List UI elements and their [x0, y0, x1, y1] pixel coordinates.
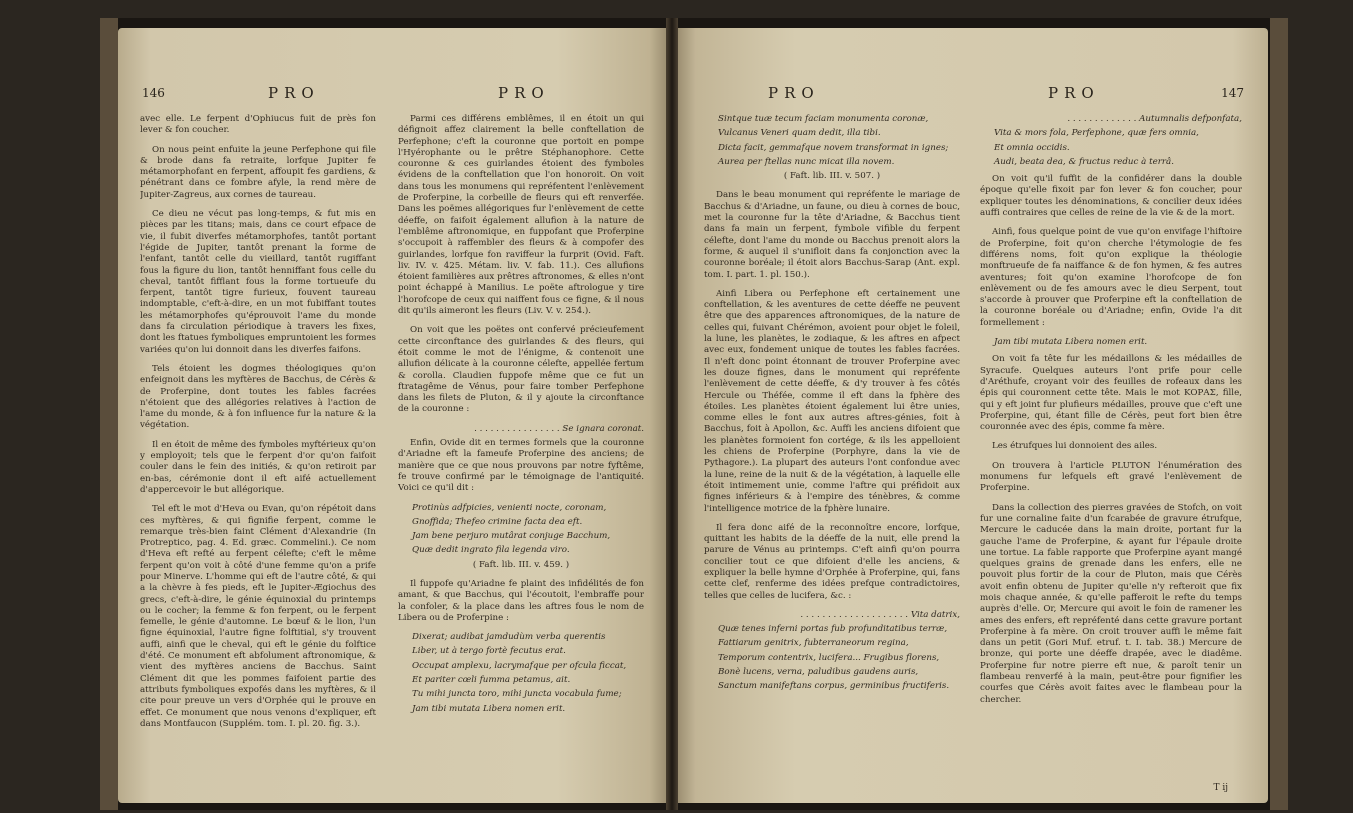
verse-line: Temporum contentrix, lucifera... Frugibus florens, — [718, 652, 940, 663]
running-head-left-col2: PRO — [498, 84, 550, 102]
paragraph: Ainfi, fous quelque point de vue qu'on envifage l'hiftoire de Proferpine, foit qu'on cherche l'étymologie de fes différens noms, foit qu'on explique la théologie monftrueufe de fa naiffance & de fon hymen, & fes autres aventures; foit qu'on examine l'horofcope de fon enlèvement ou de fes amours avec le dieu Serpent, tout s'accorde à prouver que Proferpine eft la conftellation de la couronne boréale ou d'Ariadne; enfin, Ovide l'a dit formellement : — [980, 227, 1242, 328]
verse-line: . . . . . . . . . . . . . . . . Se ignara coronat. — [474, 423, 644, 434]
verse-line: Vulcanus Veneri quam dedit, illa tibi. — [718, 128, 881, 139]
left-page — [118, 28, 666, 803]
right-column-2 — [980, 114, 1242, 794]
paragraph: On voit qu'il fuffit de la confidérer dans la double époque qu'elle fixoit par fon lever & fon coucher, pour expliquer toutes les dénominations, & concilier deux idées auffi contraires que celles de reine de la vie & de la mort. — [980, 174, 1242, 219]
running-head-right-col1: PRO — [768, 84, 820, 102]
paragraph: Dans le beau monument qui repréfente le mariage de Bacchus & d'Ariadne, un faune, ou dieu à cornes de bouc, met la couronne fur la tête d'Ariadne, & Bacchus tient dans fa main un ferpent, fymbole vifible du ferpent célefte, dont l'ame du monde ou Bacchus prenoit alors la forme, & auquel il s'unifloit dans fa conjonction avec la couronne boréale; il étoit alors Bacchus-Sarap (Ant. expl. tom. I. part. 1. pl. 150.). — [704, 190, 960, 280]
paragraph: Tels étoient les dogmes théologiques qu'on enfeignoit dans les myftères de Bacchus, de Cérès & de Proferpine, dont toutes les fables facrées n'étoient que des allégories relatives à l'action de l'ame du monde, & à fon influence fur la nature & la végétation. — [140, 363, 376, 431]
verse-line: Et omnia occidis. — [994, 142, 1070, 153]
verse-line: Sanctum manifeftans corpus, germinibus fructiferis. — [718, 681, 950, 692]
running-head-right-col2: PRO — [1048, 84, 1100, 102]
verse-line: Dicta facit, gemmafque novem transformat in ignes; — [718, 142, 949, 153]
citation: ( Faft. lib. III. v. 459. ) — [472, 559, 570, 570]
left-column-2 — [398, 114, 644, 794]
verse-line: Et pariter cœli fumma petamus, ait. — [412, 675, 571, 686]
paragraph: Parmi ces différens emblêmes, il en étoit un qui défignoit affez clairement la belle conftellation de Perfephone; c'eft la couronne que portoit en pompe l'Hyérophante ou le prêtre Stéphanophore. Cette couronne & ces guirlandes étoient des fymboles évidens de la conftellation que l'on honoroit. On voit dans tous les monumens qui repréfentent l'enlèvement de Proferpine, la corbeille de fleurs qui eft renverfée. Dans les poëmes allégoriques fur l'enlèvement de cette déeffe, on faifoit également allufion à la nature de l'emblême aftronomique, en fuppofant que Proferpine s'occupoit à raffembler des fleurs & à compofer des guirlandes, lorfque fon raviffeur la furprit (Ovid. Faft. liv. IV. v. 425. Métam. liv. V. fab. 11.). Ces allufions étoient familières aux prêtres aftronomes, & elles n'ont point échappé à Manilius. Le poëte aftrologue y tire l'horofcope de ceux qui naiffent fous ce figne, & il nous dit qu'ils aimeront les fleurs (Liv. V. v. 254.). — [398, 114, 644, 317]
paragraph: On voit fa tête fur les médaillons & les médailles de Syracufe. Quelques auteurs l'ont prife pour celle d'Aréthufe, croyant voir des feuilles de rofeaux dans les épis qui couronnent cette tête. Mais le mot ΚΟΡΑΣ, fille, qui y eft joint fur plufieurs médailles, prouve que c'eft une Proferpine, qui, étant fille de Cérès, peut fort bien être couronnée avec des épis, comme fa mère. — [980, 354, 1242, 433]
verse-line: Quæ tenes inferni portas fub profunditatibus terræ, — [718, 624, 948, 635]
paragraph: Enfin, Ovide dit en termes formels que la couronne d'Ariadne eft la fameufe Proferpine des anciens; de manière que ce que nous prouvons par notre fyftême, fe trouve confirmé par le témoignage de l'antiquité. Voici ce qu'il dit : — [398, 438, 644, 494]
paragraph: avec elle. Le ferpent d'Ophiucus fuit de près fon lever & fon coucher. — [140, 114, 376, 136]
book-edge-right — [1270, 18, 1288, 810]
verse-line: Fattiarum genitrix, fubterraneorum regina, — [718, 638, 909, 649]
paragraph: Ainfi Libera ou Perfephone eft certainement une conftellation, & les aventures de cette déeffe ne peuvent être que des apparences aftronomiques, de la nature de celles qui, fuivant Chérémon, avoient pour objet le foleil, la lune, les planètes, le zodiaque, & les aftres en afpect avec eux, fondement unique de toutes les fables facrées. Il n'eft donc point étonnant de trouver Proferpine avec les douze fignes, dans le monument qui repréfente l'enlèvement de cette déeffe, & d'y trouver à fes côtés Hercule ou Théfée, comme il eft dans la fphère des étoiles. Les planètes étoient également lui être unies, comme elles le font aux autres aftres-génies, foit à Bacchus, foit à Apollon, &c. Auffi les anciens difoient que les planètes formoient fon cortége, & ils les appelloient les chiens de Proferpine (Porphyre, dans la vie de Pythagore.). La plupart des auteurs l'ont confondue avec la lune, reine de la nuit & de la végétation, à laquelle elle étoit intimement unie, comme l'aftre qui préfidoit aux fignes inférieurs & à l'empire des ténèbres, & comme l'intelligence motrice de la fphère lunaire. — [704, 288, 960, 514]
verse-line: Occupat amplexu, lacrymafque per ofcula ficcat, — [412, 660, 627, 671]
page-number-right: 147 — [1221, 86, 1244, 100]
book-edge-left — [100, 18, 118, 810]
verse-line: . . . . . . . . . . . . . . . . . . . . Vita datrix, — [800, 609, 960, 620]
right-page — [678, 28, 1268, 803]
paragraph: Il fera donc aifé de la reconnoître encore, lorfque, quittant les habits de la déeffe de la nuit, elle prend la parure de Vénus au printemps. C'eft ainfi qu'on pourra concilier tout ce que difoient d'elle les anciens, & expliquer la belle hymne d'Orphée à Proferpine, qui, fans cette clef, renferme des idées prefque contradictoires, telles que celles de lucifera, &c. : — [704, 522, 960, 601]
verse-line: Aurea per ftellas nunc micat illa novem. — [718, 156, 895, 167]
paragraph: On voit que les poëtes ont confervé précieufement cette circonftance des guirlandes & des fleurs, qui étoit comme le mot de l'énigme, & contenoit une allufion délicate à la couronne célefte, appellée fertum & corolla. Claudien fuppofe même que ce fut un ftratagême de Vénus, pour faire tomber Perfephone dans les filets de Pluton, & il y ajoute la circonftance de la couronne : — [398, 325, 644, 415]
paragraph: Il en étoit de même des fymboles myftérieux qu'on y employoit; tels que le ferpent d'or qu'on faifoit couler dans le fein des initiés, & qu'on retiroit par en-bas, cérémonie dont il eft aifé actuellement d'appercevoir le but allégorique. — [140, 439, 376, 495]
verse-line: Tu mihi juncta toro, mihi juncta vocabula fume; — [412, 689, 622, 700]
verse-line: Protinùs adfpicies, venienti nocte, coronam, — [412, 502, 607, 513]
book-gutter — [666, 18, 678, 810]
verse-line: Jam bene perjuro mutârat conjuge Bacchum, — [412, 531, 611, 542]
verse-line: Sintque tuæ tecum faciam monumenta coronæ, — [718, 114, 929, 124]
verse-line: Vita & mors fola, Perfephone, quæ fers omnia, — [994, 128, 1199, 139]
verse-line: Jam tibi mutata Libera nomen erit. — [994, 337, 1148, 348]
page-number-left: 146 — [142, 86, 165, 100]
running-head-left-col1: PRO — [268, 84, 320, 102]
book-spread — [118, 18, 1270, 810]
verse-line: Dixerat; audibat jamdudùm verba querentis — [412, 632, 606, 643]
verse-line: Jam tibi mutata Libera nomen erit. — [412, 703, 566, 714]
citation: ( Faft. lib. III. v. 507. ) — [783, 171, 881, 182]
right-column-1 — [704, 114, 960, 794]
verse-line: Quæ dedit ingrato fila legenda viro. — [412, 545, 570, 556]
paragraph: On trouvera à l'article PLUTON l'énumération des monumens fur lefquels eft gravé l'enlèvement de Proferpine. — [980, 460, 1242, 494]
verse-line: . . . . . . . . . . . . . Autumnalis defponfata, — [1067, 114, 1242, 124]
paragraph: On nous peint enfuite la jeune Perfephone qui file & brode dans fa retraite, lorfque Jupiter fe métamorphofant en ferpent, affoupit fes gardiens, & pénétrant dans ce fombre afyle, la rend mère de Jupiter-Zagreus, aux cornes de taureau. — [140, 144, 376, 200]
signature-mark: T ij — [1213, 783, 1228, 793]
verse-line: Bonè lucens, verna, paludibus gaudens auris, — [718, 667, 919, 678]
paragraph: Dans la collection des pierres gravées de Stofch, on voit fur une cornaline faite d'un fcarabée de gravure étrufque, Mercure le caducée dans la main droite, portant fur la gauche l'ame de Proferpine, & ayant fur l'épaule droite une tortue. La fable rapporte que Proferpine ayant mangé quelques grains de grenade dans les enfers, elle ne pouvoit plus fortir de la cour de Pluton, mais que Cérès avoit enfin obtenu de Jupiter qu'elle n'y refteroit que fix mois chaque année, & qu'elle pafferoit le refte du temps auprès d'elle. Or, Mercure qui avoit le foin de ramener les ames des enfers, eft repréfenté dans cette gravure portant Proferpine à fa mère. On croit trouver auffi le même fait dans un petit (Gori Muf. etruf. t. I. tab. 38.) Mercure de bronze, qui porte une déeffe drapée, avec le diadême. Proferpine fur notre pierre eft nue, & paroît tenir un flambeau renverfé à la main, peut-être pour fignifier les courfes que Cérès avoit faites avec le flambeau pour la chercher. — [980, 502, 1242, 705]
verse-line: Audi, beata dea, & fructus reduc à terrâ. — [994, 156, 1174, 167]
paragraph: Ce dieu ne vécut pas long-temps, & fut mis en pièces par les titans; mais, dans ce court efpace de vie, il fubit diverfes métamorphofes, tantôt portant l'égide de Jupiter, tantôt prenant la forme de l'enfant, tantôt celle du vieillard, tantôt rugiffant fous la figure du lion, tantôt henniffant fous celle du cheval, tantôt fifflant fous la forme tortueufe du ferpent, tantôt tigre furieux, fouvent taureau indomptable, c'eft-à-dire, en un mot fubiffant toutes les métamorphofes qu'éprouvoit l'ame du monde dans fa circulation périodique à travers les fixes, dont les ftatues fymboliques empruntoient les formes variées qu'on lui donnoit dans les diverfes faifons. — [140, 209, 376, 355]
verse-line: Liber, ut à tergo fortè fecutus erat. — [412, 646, 566, 657]
left-column-1 — [140, 114, 376, 794]
paragraph: Tel eft le mot d'Heva ou Evan, qu'on répétoit dans ces myftères, & qui fignifie ferpent, comme le remarque très-bien faint Clément d'Alexandrie (In Protreptico, pag. 4. Ed. græc. Commelini.). Ce nom d'Heva eft refté au ferpent célefte; c'eft le même ferpent qu'on voit à côté d'une femme qu'on a prife pour Minerve. L'homme qui eft de l'autre côté, & qui a la chèvre à fes pieds, eft le Jupiter-Ægiochus des grecs, c'eft-à-dire, le génie équinoxial du printemps ou le cocher; la femme & fon ferpent, ou le ferpent femelle, le génie d'automne. Le bœuf & le lion, l'un figne équinoxial, l'autre figne folftitial, s'y trouvent auffi, ainfi que le cheval, qui eft le génie du folftice d'été. Ce monument eft abfolument aftronomique, & vient des myftères anciens de Bacchus. Saint Clément dit que les pommes faifoient partie des attributs fymboliques expofés dans les myftères, & il cite pour preuve un vers d'Orphée qui le prouve en effet. Ce monument que nous venons d'expliquer, eft dans Montfaucon (Supplém. tom. I. pl. 20. fig. 3.). — [140, 504, 376, 729]
paragraph: Les étrufques lui donnoient des ailes. — [992, 441, 1158, 452]
paragraph: Il fuppofe qu'Ariadne fe plaint des infidélités de fon amant, & que Bacchus, qui l'écoutoit, l'embraffe pour la confoler, & la place dans les aftres fous le nom de Libera ou de Proferpine : — [398, 578, 644, 623]
verse-line: Gnoffida; Thefeo crimine facta dea eft. — [412, 516, 583, 527]
